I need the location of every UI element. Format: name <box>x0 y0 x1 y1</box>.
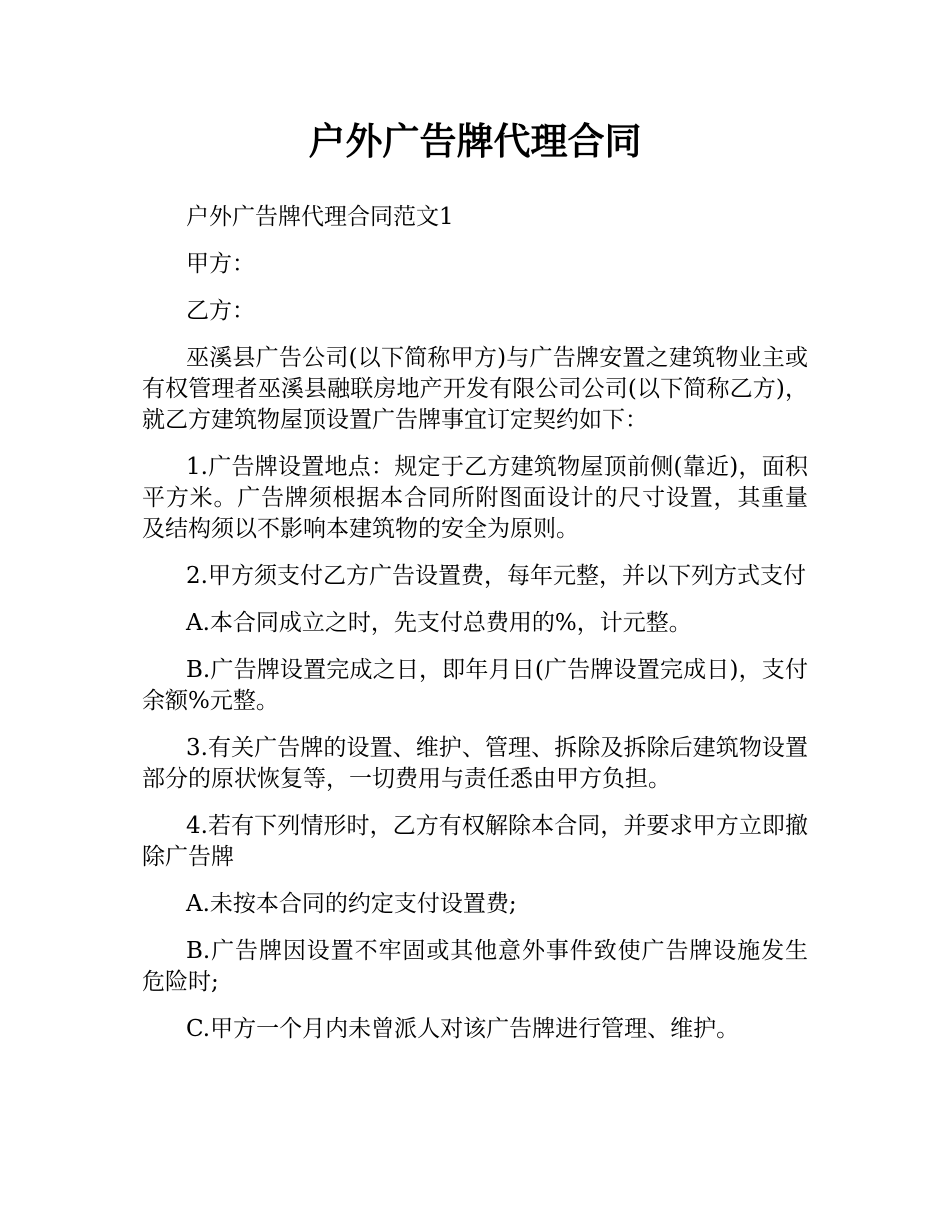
paragraph-clause-2b: B.广告牌设置完成之日，即年月日(广告牌设置完成日)，支付余额%元整。 <box>142 657 808 714</box>
paragraph-party-a: 甲方： <box>186 251 255 277</box>
paragraph-clause-1: 1.广告牌设置地点：规定于乙方建筑物屋顶前侧(靠近)，面积平方米。广告牌须根据本合同所附图面设计的尺寸设置，其重量及结构须以不影响本建筑物的安全为原则。 <box>142 454 808 542</box>
paragraph-clause-2a: A.本合同成立之时，先支付总费用的%，计元整。 <box>186 610 692 636</box>
paragraph-clause-3: 3.有关广告牌的设置、维护、管理、拆除及拆除后建筑物设置部分的原状恢复等，一切费用与责任悉由甲方负担。 <box>142 735 808 792</box>
document-title: 户外广告牌代理合同 <box>308 120 642 163</box>
paragraph-clause-4c: C.甲方一个月内未曾派人对该广告牌进行管理、维护。 <box>186 1016 740 1042</box>
paragraph-preamble: 巫溪县广告公司(以下简称甲方)与广告牌安置之建筑物业主或有权管理者巫溪县融联房地产开发有限公司公司(以下简称乙方)，就乙方建筑物屋顶设置广告牌事宜订定契约如下： <box>142 345 808 433</box>
paragraph-clause-4a: A.未按本合同的约定支付设置费; <box>186 891 517 917</box>
paragraph-party-b: 乙方： <box>186 298 255 324</box>
paragraph-sample-heading: 户外广告牌代理合同范文1 <box>186 204 454 230</box>
paragraph-clause-4b: B.广告牌因设置不牢固或其他意外事件致使广告牌设施发生危险时; <box>142 938 808 995</box>
paragraph-clause-4: 4.若有下列情形时，乙方有权解除本合同，并要求甲方立即撤除广告牌 <box>142 813 808 870</box>
document-body <box>142 202 808 1061</box>
paragraph-clause-2: 2.甲方须支付乙方广告设置费，每年元整，并以下列方式支付 <box>186 563 806 589</box>
